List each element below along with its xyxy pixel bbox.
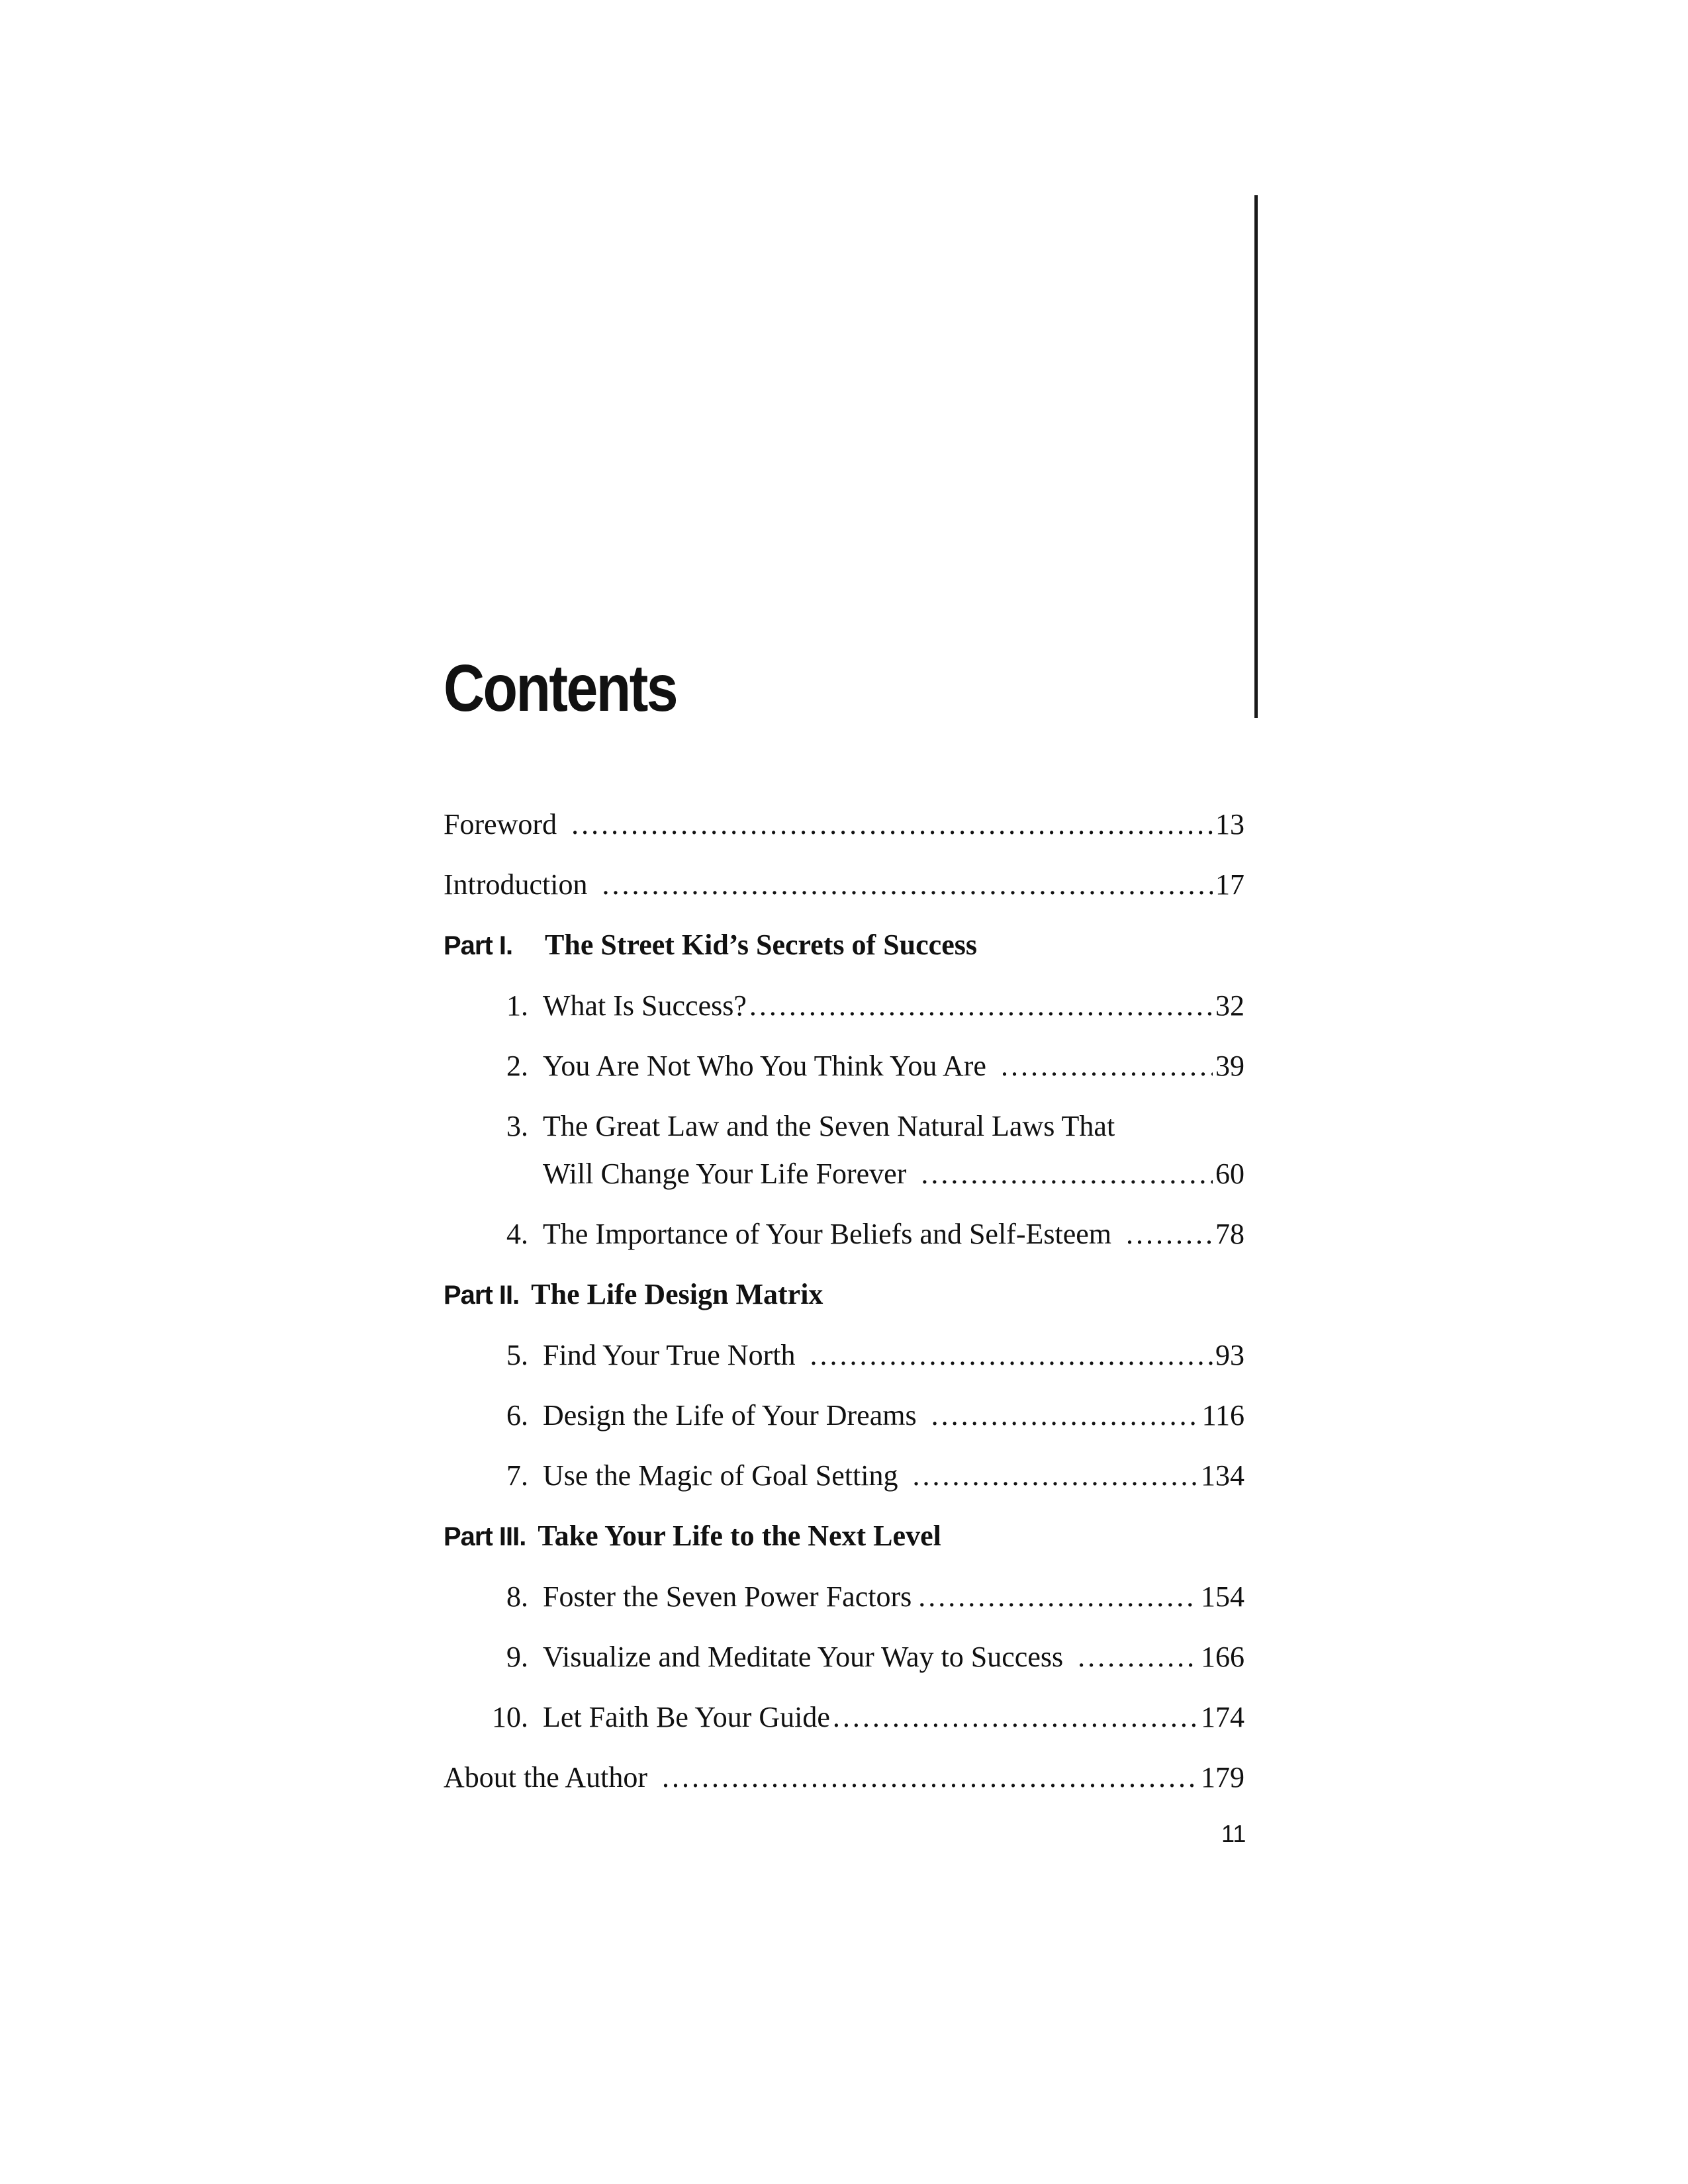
dot-leader [1078,1633,1198,1681]
toc-entry-page: 60 [1215,1158,1244,1190]
part-title: Take Your Life to the Next Level [538,1520,941,1552]
toc-entry-page: 174 [1201,1701,1244,1733]
toc-entry-label: Find Your True North [543,1339,796,1371]
table-of-contents [444,801,1244,1814]
chapter-number: 7. [506,1459,528,1492]
chapter-number: 9. [506,1641,528,1673]
toc-entry-label: You Are Not Who You Think You Are [543,1050,986,1082]
toc-entry-chapter-5[interactable] [444,1332,1244,1379]
chapter-number: 1. [506,989,528,1022]
part-heading-3 [444,1512,1244,1561]
toc-entry-page: 32 [1215,989,1244,1022]
vertical-rule [1254,195,1258,718]
toc-entry-label: What Is Success? [543,989,747,1022]
toc-entry-label: Foreword [444,808,557,841]
dot-leader [571,801,1213,848]
dot-leader [602,861,1213,909]
part-heading-2 [444,1271,1244,1319]
toc-entry-page: 166 [1201,1641,1244,1673]
dot-leader [921,1150,1213,1198]
toc-entry-label-line2: Will Change Your Life Forever [543,1158,907,1190]
part-title: The Life Design Matrix [531,1278,823,1310]
dot-leader [931,1392,1199,1439]
toc-entry-about-the-author[interactable] [444,1754,1244,1801]
part-tag: Part II. [444,1281,520,1310]
toc-entry-page: 17 [1215,868,1244,901]
toc-entry-introduction[interactable] [444,861,1244,909]
toc-entry-page: 93 [1215,1339,1244,1371]
chapter-number: 5. [506,1339,528,1371]
toc-entry-label: Design the Life of Your Dreams [543,1399,917,1432]
chapter-number: 6. [506,1399,528,1432]
page-number: 11 [1221,1820,1246,1847]
toc-entry-foreword[interactable] [444,801,1244,848]
toc-entry-page: 134 [1201,1459,1244,1492]
dot-leader [749,982,1213,1030]
toc-entry-page: 39 [1215,1050,1244,1082]
toc-entry-chapter-9[interactable] [444,1633,1244,1681]
chapter-number: 10. [492,1701,528,1733]
toc-entry-label: Visualize and Meditate Your Way to Success [543,1641,1064,1673]
dot-leader [912,1452,1198,1500]
page-title: Contents [444,651,677,725]
toc-entry-line2 [543,1150,1244,1198]
toc-entry-page: 78 [1215,1218,1244,1250]
part-tag: Part I. [444,931,513,960]
dot-leader [833,1694,1198,1741]
toc-entry-chapter-4[interactable] [444,1210,1244,1258]
toc-entry-page: 13 [1215,808,1244,841]
dot-leader [1001,1042,1213,1090]
chapter-number: 8. [506,1580,528,1613]
toc-entry-label: Use the Magic of Goal Setting [543,1459,898,1492]
toc-entry-chapter-8[interactable] [444,1573,1244,1621]
toc-entry-label: Foster the Seven Power Factors [543,1580,912,1613]
chapter-number: 2. [506,1050,528,1082]
chapter-number: 3. [506,1110,528,1142]
toc-entry-chapter-2[interactable] [444,1042,1244,1090]
toc-entry-chapter-7[interactable] [444,1452,1244,1500]
toc-entry-label: About the Author [444,1761,647,1794]
toc-entry-label: Let Faith Be Your Guide [543,1701,830,1733]
toc-entry-page: 179 [1201,1761,1244,1794]
part-heading-1 [444,921,1244,970]
toc-entry-page: 116 [1201,1399,1244,1432]
toc-entry-chapter-10[interactable] [444,1694,1244,1741]
part-title: The Street Kid’s Secrets of Success [545,929,977,961]
part-tag: Part III. [444,1522,526,1551]
dot-leader [1126,1210,1213,1258]
dot-leader [918,1573,1198,1621]
dot-leader [662,1754,1198,1801]
toc-entry-chapter-1[interactable] [444,982,1244,1030]
toc-entry-label: The Importance of Your Beliefs and Self-Esteem [543,1218,1111,1250]
chapter-number: 4. [506,1218,528,1250]
dot-leader [810,1332,1213,1379]
toc-entry-label: Introduction [444,868,588,901]
toc-entry-chapter-3[interactable] [444,1103,1244,1198]
toc-entry-chapter-6[interactable] [444,1392,1244,1439]
toc-entry-page: 154 [1201,1580,1244,1613]
toc-entry-label-line1: The Great Law and the Seven Natural Laws That [543,1110,1115,1142]
